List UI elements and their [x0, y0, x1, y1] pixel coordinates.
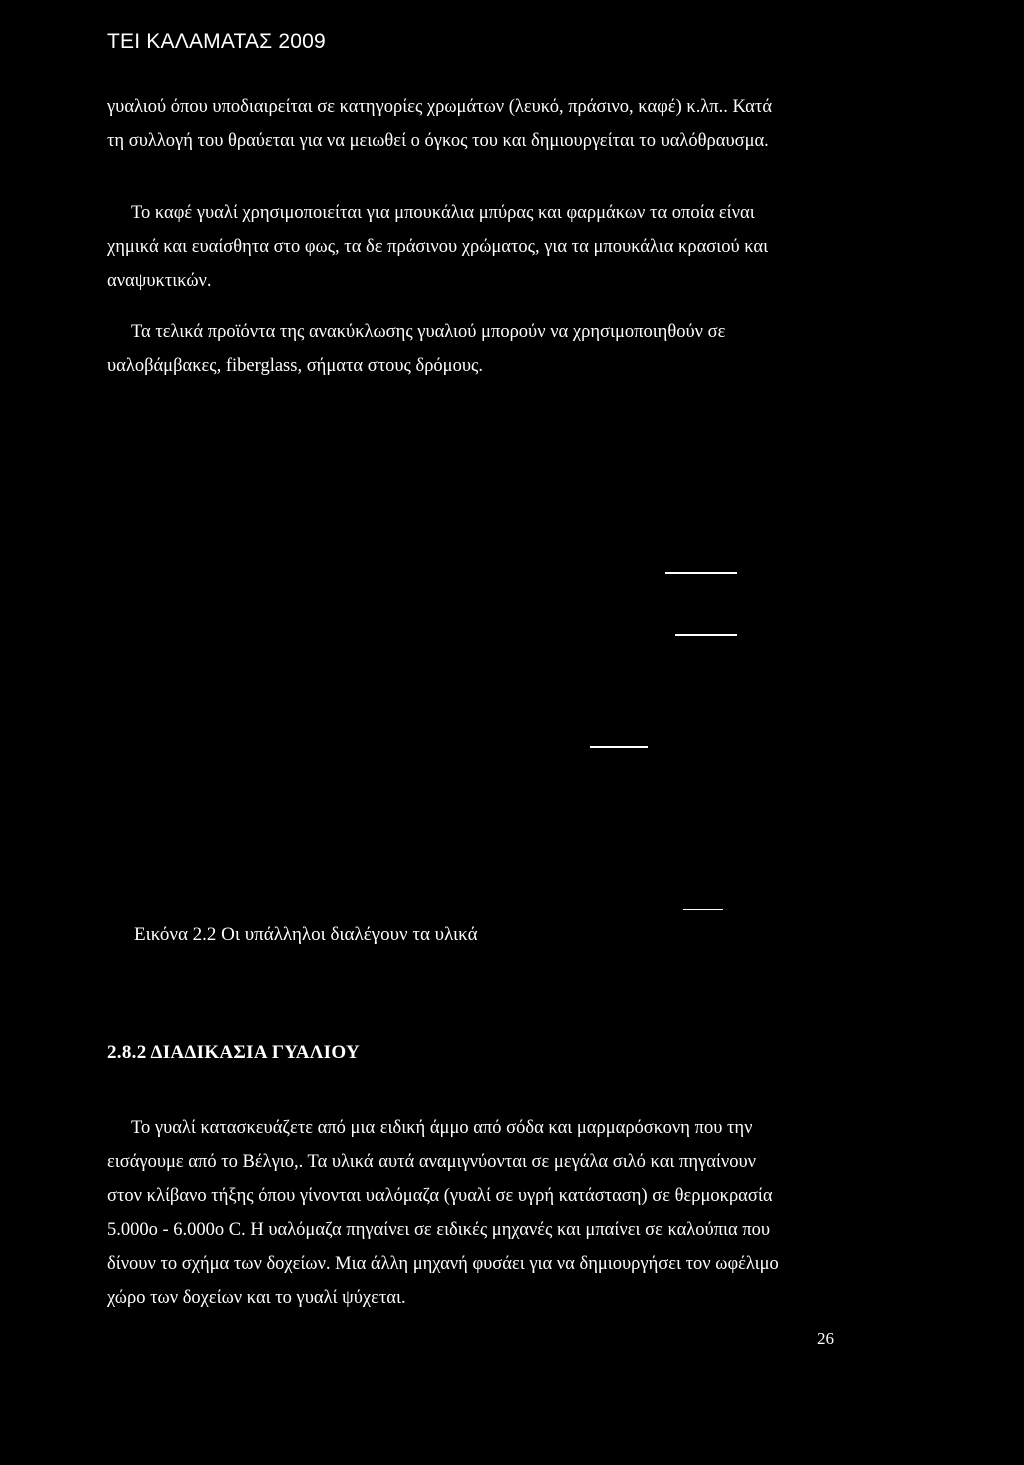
figure-photo-dark	[0, 560, 1024, 920]
figure-artifact-line	[675, 634, 737, 636]
section-heading: 2.8.2 ΔΙΑΔΙΚΑΣΙΑ ΓΥΑΛΙΟΥ	[107, 1042, 360, 1063]
text-line: αναψυκτικών.	[107, 271, 212, 291]
paragraph-glass-colors	[107, 196, 907, 298]
figure-artifact-line	[590, 746, 648, 748]
text-line: τη συλλογή του θραύεται για να μειωθεί ο όγκος του και δημιουργείται το υαλόθραυσμα.	[107, 131, 769, 151]
figure-caption: Εικόνα 2.2 Οι υπάλληλοι διαλέγουν τα υλικά	[134, 924, 478, 945]
paragraph-recycled-products	[107, 315, 907, 383]
running-header: ΤΕΙ ΚΑΛΑΜΑΤΑΣ 2009	[107, 30, 326, 53]
text-line: γυαλιού όπου υποδιαιρείται σε κατηγορίες χρωμάτων (λευκό, πράσινο, καφέ) κ.λπ.. Κατά	[107, 97, 773, 117]
text-line: Τα τελικά προϊόντα της ανακύκλωσης γυαλιού μπορούν να χρησιμοποιηθούν σε	[131, 322, 726, 342]
text-line: εισάγουμε από το Βέλγιο,. Τα υλικά αυτά αναμιγνύονται σε μεγάλα σιλό και πηγαίνουν	[107, 1152, 756, 1172]
text-line: χημικά και ευαίσθητα στο φως, τα δε πράσινου χρώματος, για τα μπουκάλια κρασιού και	[107, 237, 769, 257]
text-line: χώρο των δοχείων και το γυαλί ψύχεται.	[107, 1288, 406, 1308]
page-number: 26	[817, 1329, 834, 1348]
text-line: Το γυαλί κατασκευάζετε από μια ειδική άμμο από σόδα και μαρμαρόσκονη που την	[131, 1118, 753, 1138]
text-line: υαλοβάμβακες, fiberglass, σήματα στους δρόμους.	[107, 356, 483, 376]
paragraph-glass-process	[107, 1111, 907, 1315]
text-line: στον κλίβανο τήξης όπου γίνονται υαλόμαζα (γυαλί σε υγρή κατάσταση) σε θερμοκρασία	[107, 1186, 773, 1206]
figure-artifact-line	[683, 909, 723, 910]
text-line: 5.000ο - 6.000ο C. Η υαλόμαζα πηγαίνει σε ειδικές μηχανές και μπαίνει σε καλούπια που	[107, 1220, 771, 1240]
text-line: Το καφέ γυαλί χρησιμοποιείται για μπουκάλια μπύρας και φαρμάκων τα οποία είναι	[131, 203, 755, 223]
figure-artifact-line	[665, 572, 737, 574]
text-line: δίνουν το σχήμα των δοχείων. Μια άλλη μηχανή φυσάει για να δημιουργήσει τον ωφέλιμο	[107, 1254, 779, 1274]
paragraph-glass-sorting	[107, 90, 907, 158]
